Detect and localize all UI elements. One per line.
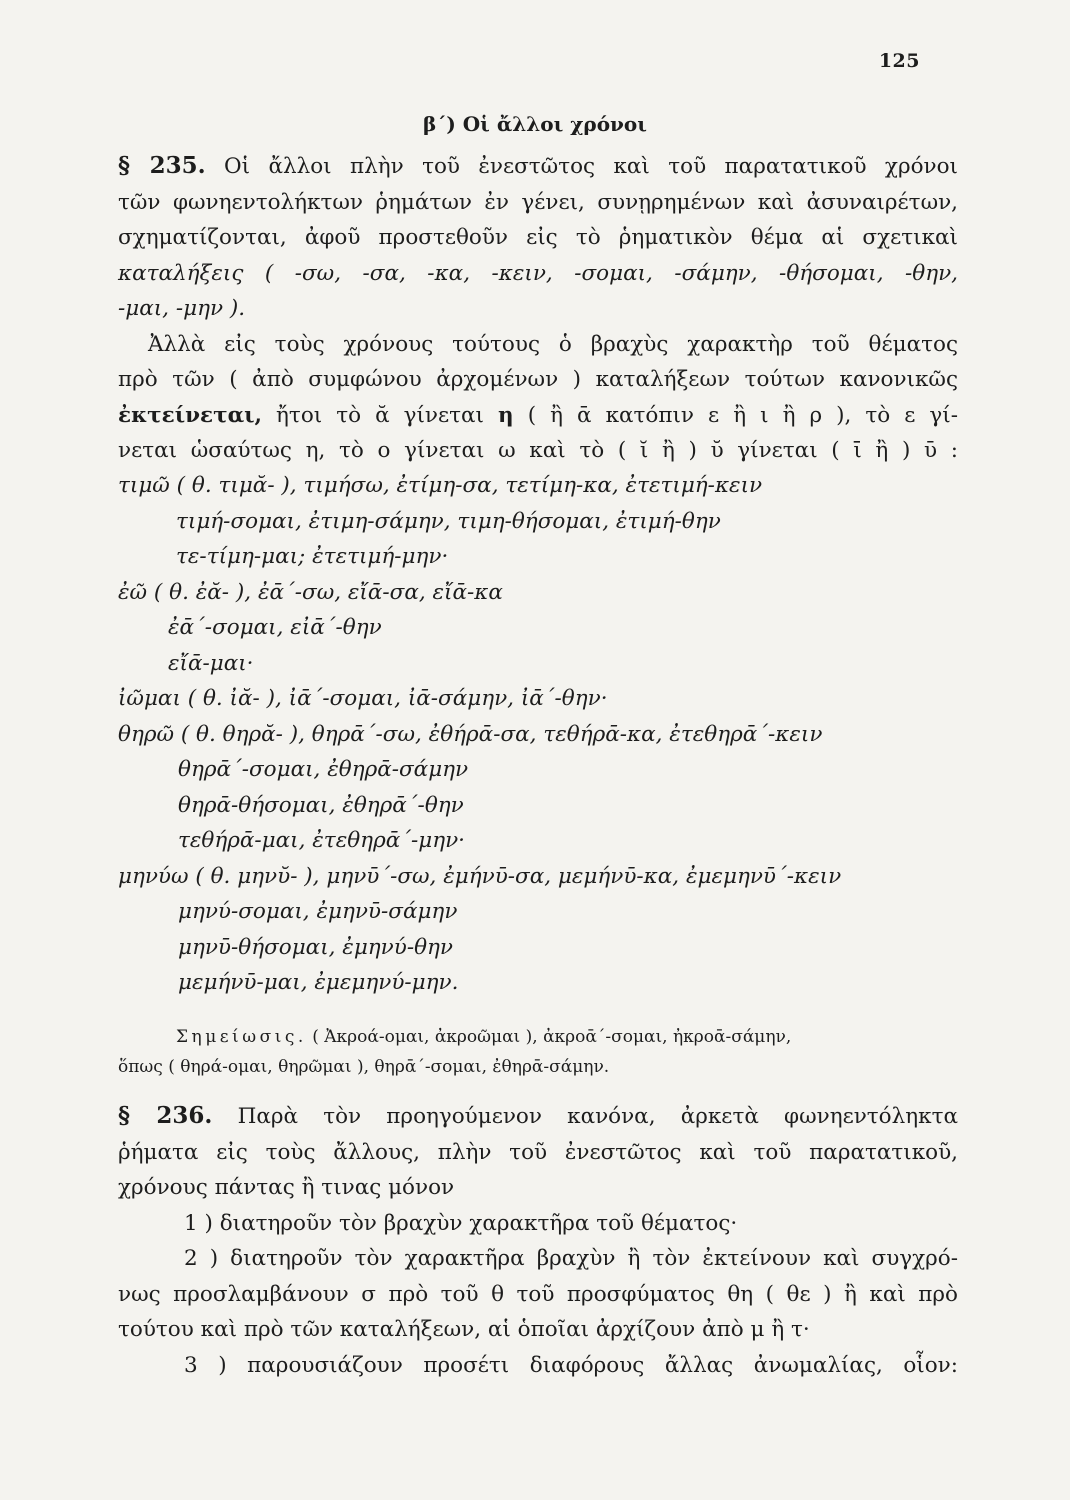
section-number: § 236. [118, 1102, 213, 1129]
text-line: ῥήματα εἰς τοὺς ἄλλους, πλὴν τοῦ ἐνεστῶτος καὶ τοῦ παρατατικοῦ, [118, 1139, 958, 1165]
text-line: πρὸ τῶν ( ἀπὸ συμφώνου ἀρχομένων ) καταλήξεων τούτων κανονικῶς [118, 367, 958, 392]
text-line [118, 1098, 958, 1135]
text-line: τούτου καὶ πρὸ τῶν καταλήξεων, αἱ ὁποῖαι ἀρχίζουν ἀπὸ μ ἢ τ· [118, 1317, 810, 1342]
emphasis: ἐκτείνεται, [118, 402, 263, 428]
note-block [118, 1022, 958, 1082]
example-line: τιμῶ ( θ. τιμᾰ- ), τιμήσω, ἐτίμη-σα, τετίμη-κα, ἐτετιμή-κειν [118, 473, 763, 498]
example-line: ἐῶ ( θ. ἐᾰ- ), ἐᾱ΄-σω, εἴᾱ-σα, εἴᾱ-κα [118, 579, 503, 605]
text-line: σχηματίζονται, ἀφοῦ προστεθοῦν εἰς τὸ ῥηματικὸν θέμα αἱ σχετικαὶ [118, 225, 958, 250]
section-number: § 235. [118, 152, 206, 179]
list-item: 1 ) διατηροῦν τὸν βραχὺν χαρακτῆρα τοῦ θέματος· [184, 1210, 738, 1236]
section-heading: β΄) Οἱ ἄλλοι χρόνοι [423, 112, 647, 136]
example-line: ἐᾱ΄-σομαι, εἰᾱ΄-θην [168, 615, 382, 640]
example-line: τε-τίμη-μαι; ἐτετιμή-μην· [176, 544, 449, 569]
text-line: Ἀλλὰ εἰς τοὺς χρόνους τούτους ὁ βραχὺς χαρακτὴρ τοῦ θέματος [148, 331, 958, 357]
example-line: εἴᾱ-μαι· [168, 650, 254, 676]
list-item: 3 ) παρουσιάζουν προσέτι διαφόρους ἄλλας ἀνωμαλίας, οἷον: [184, 1352, 958, 1378]
text-line: νεται ὡσαύτως η, τὸ ο γίνεται ω καὶ τὸ ( ῐ ἢ ) ῠ γίνεται ( ῑ ἢ ) ῡ : [118, 438, 958, 463]
line-text: ἤτοι τὸ ᾰ γίνεται [276, 402, 484, 428]
line-text: Οἱ ἄλλοι πλὴν τοῦ ἐνεστῶτος καὶ τοῦ παρατατικοῦ χρόνοι [224, 154, 958, 179]
note-text: ( Ἀκροά-ομαι, ἀκροῶμαι ), ἀκροᾱ΄-σομαι, ἠκροᾱ-σάμην, [312, 1027, 792, 1047]
example-line: θηρᾱ΄-σομαι, ἐθηρᾱ-σάμην [178, 757, 469, 782]
paragraph-235 [118, 148, 958, 469]
examples-block [118, 468, 958, 1001]
line-text: ( ἢ ᾱ κατόπιν ε ἢ ι ἢ ρ ), τὸ ε γί- [527, 402, 958, 428]
example-line: θηρᾱ-θήσομαι, ἐθηρᾱ΄-θην [178, 792, 464, 818]
example-line: τιμή-σομαι, ἐτιμη-σάμην, τιμη-θήσομαι, ἐτιμή-θην [176, 508, 721, 534]
text-line: -μαι, -μην ). [118, 296, 246, 321]
example-line: τεθήρᾱ-μαι, ἐτεθηρᾱ΄-μην· [178, 828, 465, 853]
text-line: χρόνους πάντας ἢ τινας μόνον [118, 1175, 455, 1200]
letter-eta: η [498, 402, 514, 428]
text-line: τῶν φωνηεντολήκτων ῥημάτων ἐν γένει, συνῃρημένων καὶ ἀσυναιρέτων, [118, 189, 958, 215]
text-line [118, 148, 958, 185]
list-item: 2 ) διατηροῦν τὸν χαρακτῆρα βραχὺν ἢ τὸν ἐκτείνουν καὶ συγχρό- [184, 1246, 958, 1271]
example-line: μεμήνῡ-μαι, ἐμεμηνύ-μην. [178, 970, 459, 995]
note-label: Σημείωσις. [176, 1027, 307, 1047]
example-line: ἰῶμαι ( θ. ἰᾰ- ), ἰᾱ΄-σομαι, ἰᾱ-σάμην, ἰᾱ΄-θην· [118, 686, 608, 711]
paragraph-236 [118, 1098, 958, 1383]
note-line: ὅπως ( θηρά-ομαι, θηρῶμαι ), θηρᾱ΄-σομαι, ἐθηρᾱ-σάμην. [118, 1057, 610, 1077]
page-number: 125 [878, 50, 920, 72]
text-line: νως προσλαμβάνουν σ πρὸ τοῦ θ τοῦ προσφύματος θη ( θε ) ἢ καὶ πρὸ [118, 1281, 958, 1307]
example-line: μηνύω ( θ. μηνῠ- ), μηνῡ΄-σω, ἐμήνῡ-σα, μεμήνῡ-κα, ἐμεμηνῡ΄-κειν [118, 863, 842, 889]
example-line: μηνῡ-θήσομαι, ἐμηνύ-θην [178, 934, 453, 960]
text-line: καταλήξεις ( -σω, -σα, -κα, -κειν, -σομαι, -σάμην, -θήσομαι, -θην, [118, 260, 958, 286]
example-line: μηνύ-σομαι, ἐμηνῡ-σάμην [178, 899, 458, 924]
line-text: Παρὰ τὸν προηγούμενον κανόνα, ἀρκετὰ φωνηεντόληκτα [237, 1104, 958, 1129]
note-line [118, 1022, 958, 1052]
text-line [118, 398, 958, 434]
example-line: θηρῶ ( θ. θηρᾰ- ), θηρᾱ΄-σω, ἐθήρᾱ-σα, τεθήρᾱ-κα, ἐτεθηρᾱ΄-κειν [118, 721, 823, 747]
